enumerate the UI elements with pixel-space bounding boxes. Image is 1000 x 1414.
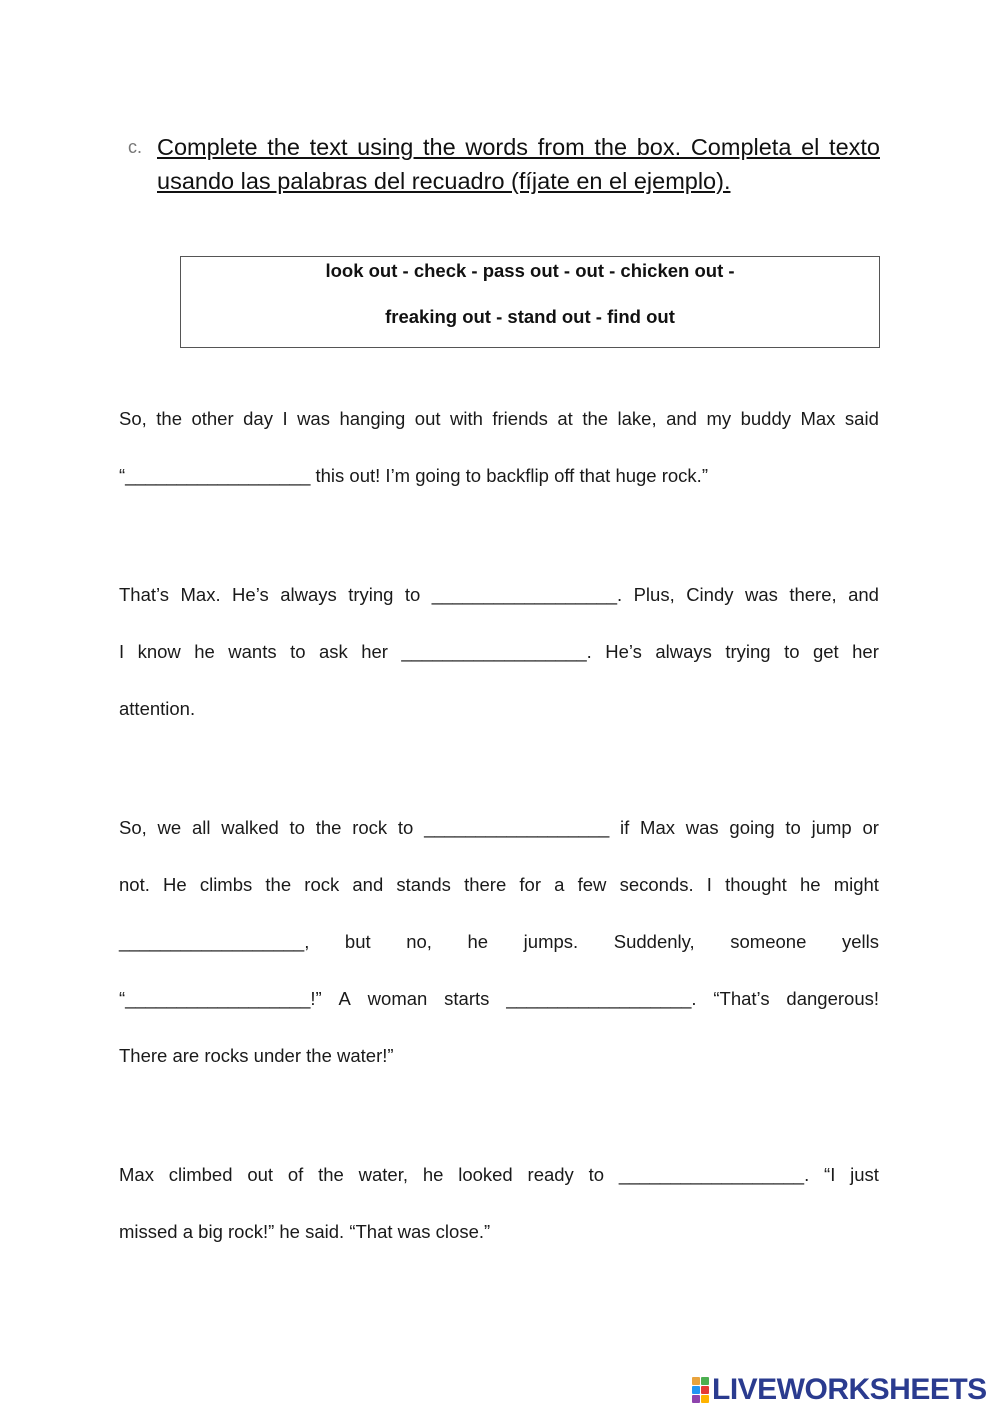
logo-square [692, 1395, 700, 1403]
word: ready [527, 1164, 574, 1185]
word: “__________________!” [119, 988, 322, 1009]
word: the [582, 408, 609, 429]
word: dangerous! [786, 988, 879, 1009]
word: the [265, 874, 292, 895]
word: he [194, 641, 215, 662]
word: the [315, 817, 342, 838]
word: seconds. [619, 874, 694, 895]
word: He’s [605, 641, 642, 662]
word: her [361, 641, 388, 662]
word: and [848, 584, 879, 605]
paragraph-3-line-5: There are rocks under the water!” [119, 1045, 394, 1066]
word: __________________, [119, 931, 310, 952]
word: was [685, 817, 719, 838]
word: was [297, 408, 330, 429]
word: few [577, 874, 607, 895]
word: the [156, 408, 182, 429]
word: or [862, 817, 879, 838]
paragraph-3-line-3 [119, 930, 879, 954]
word: trying [725, 641, 771, 662]
word: just [850, 1164, 879, 1185]
word: out [414, 408, 441, 429]
word: He’s [232, 584, 269, 605]
liveworksheets-logo-icon [692, 1377, 709, 1403]
word: I [119, 641, 125, 662]
word: A [338, 988, 351, 1009]
word: there, [789, 584, 837, 605]
word: someone [730, 931, 807, 952]
word: day [243, 408, 273, 429]
word: to [289, 817, 305, 838]
word: going [729, 817, 775, 838]
word: rock [304, 874, 340, 895]
logo-square [701, 1377, 709, 1385]
word: always [655, 641, 712, 662]
word: at [557, 408, 573, 429]
paragraph-1-line-1 [119, 407, 879, 431]
word: there [464, 874, 507, 895]
word: we [157, 817, 182, 838]
word: __________________. [506, 988, 697, 1009]
word: of [287, 1164, 304, 1185]
word: for [519, 874, 542, 895]
instruction-text: Complete the text using the words from the box. Completa el texto usando las palabras del recuadro (fíjate en el ejemplo). [157, 134, 880, 194]
word: might [833, 874, 879, 895]
word: So, [119, 408, 147, 429]
logo-square [692, 1377, 700, 1385]
word: Max [119, 1164, 154, 1185]
word: know [137, 641, 181, 662]
word: to [588, 1164, 605, 1185]
word: looked [458, 1164, 513, 1185]
word: a [554, 874, 565, 895]
word: yells [841, 931, 879, 952]
word: Suddenly, [613, 931, 695, 952]
word: other [191, 408, 234, 429]
word: buddy [740, 408, 791, 429]
word: I [706, 874, 712, 895]
word: all [191, 817, 211, 838]
word: __________________. [401, 641, 592, 662]
word: he [467, 931, 489, 952]
logo-text: LIVEWORKSHEETS [712, 1373, 987, 1406]
word: So, [119, 817, 147, 838]
word: the [318, 1164, 344, 1185]
instruction [128, 130, 880, 198]
word: get [812, 641, 839, 662]
word: rock [352, 817, 388, 838]
logo-square [701, 1386, 709, 1394]
word: jump [811, 817, 852, 838]
word: not. [119, 874, 150, 895]
word: to [397, 817, 414, 838]
paragraph-4-line-2: missed a big rock!” he said. “That was close.” [119, 1221, 491, 1242]
word: but [344, 931, 371, 952]
word: Max [640, 817, 675, 838]
paragraph-3-line-2 [119, 873, 879, 897]
word: climbs [199, 874, 253, 895]
instruction-letter: c. [128, 137, 143, 157]
liveworksheets-logo [692, 1374, 987, 1406]
paragraph-4-line-1 [119, 1163, 879, 1187]
word: water, [358, 1164, 408, 1185]
word: lake, [617, 408, 657, 429]
word-box-line-2: freaking out - stand out - find out [385, 306, 675, 327]
word-box-line-1: look out - check - pass out - out - chicken out - [325, 260, 735, 281]
word: climbed [168, 1164, 233, 1185]
word: always [280, 584, 337, 605]
word-box [180, 256, 880, 348]
word: trying [348, 584, 394, 605]
word: jumps. [523, 931, 579, 952]
paragraph-3-line-1 [119, 816, 879, 840]
word: Cindy [686, 584, 734, 605]
word: __________________ [424, 817, 610, 838]
word: “I [824, 1164, 836, 1185]
word: out [247, 1164, 274, 1185]
word: Max [800, 408, 836, 429]
word: he [799, 874, 821, 895]
logo-square [701, 1395, 709, 1403]
word: and [666, 408, 697, 429]
word: He [163, 874, 187, 895]
word: my [706, 408, 732, 429]
paragraph-2-line-3: attention. [119, 698, 196, 719]
word: friends [492, 408, 548, 429]
word: and [352, 874, 384, 895]
word: said [844, 408, 879, 429]
word: to [785, 817, 801, 838]
word: Plus, [633, 584, 675, 605]
word: stands [396, 874, 451, 895]
word: to [290, 641, 306, 662]
paragraph-2-line-2 [119, 640, 879, 664]
paragraph-3-line-4 [119, 987, 879, 1011]
word: walked [221, 817, 279, 838]
paragraph-2-line-1 [119, 583, 879, 607]
word: no, [406, 931, 432, 952]
word: he [422, 1164, 444, 1185]
word: if [620, 817, 630, 838]
word: with [449, 408, 483, 429]
word: Max. [180, 584, 221, 605]
word: her [852, 641, 879, 662]
word: to [404, 584, 421, 605]
word: ask [318, 641, 348, 662]
word: “That’s [713, 988, 770, 1009]
paragraph-1-line-2: “__________________ this out! I’m going to backflip off that huge rock.” [119, 465, 708, 486]
word: thought [725, 874, 787, 895]
word: was [744, 584, 778, 605]
word: hanging [339, 408, 406, 429]
word: I [282, 408, 288, 429]
logo-square [692, 1386, 700, 1394]
word: wants [228, 641, 277, 662]
word: __________________. [431, 584, 623, 605]
word: starts [444, 988, 490, 1009]
word: woman [367, 988, 428, 1009]
word: That’s [119, 584, 170, 605]
word: __________________. [618, 1164, 810, 1185]
word: to [784, 641, 800, 662]
